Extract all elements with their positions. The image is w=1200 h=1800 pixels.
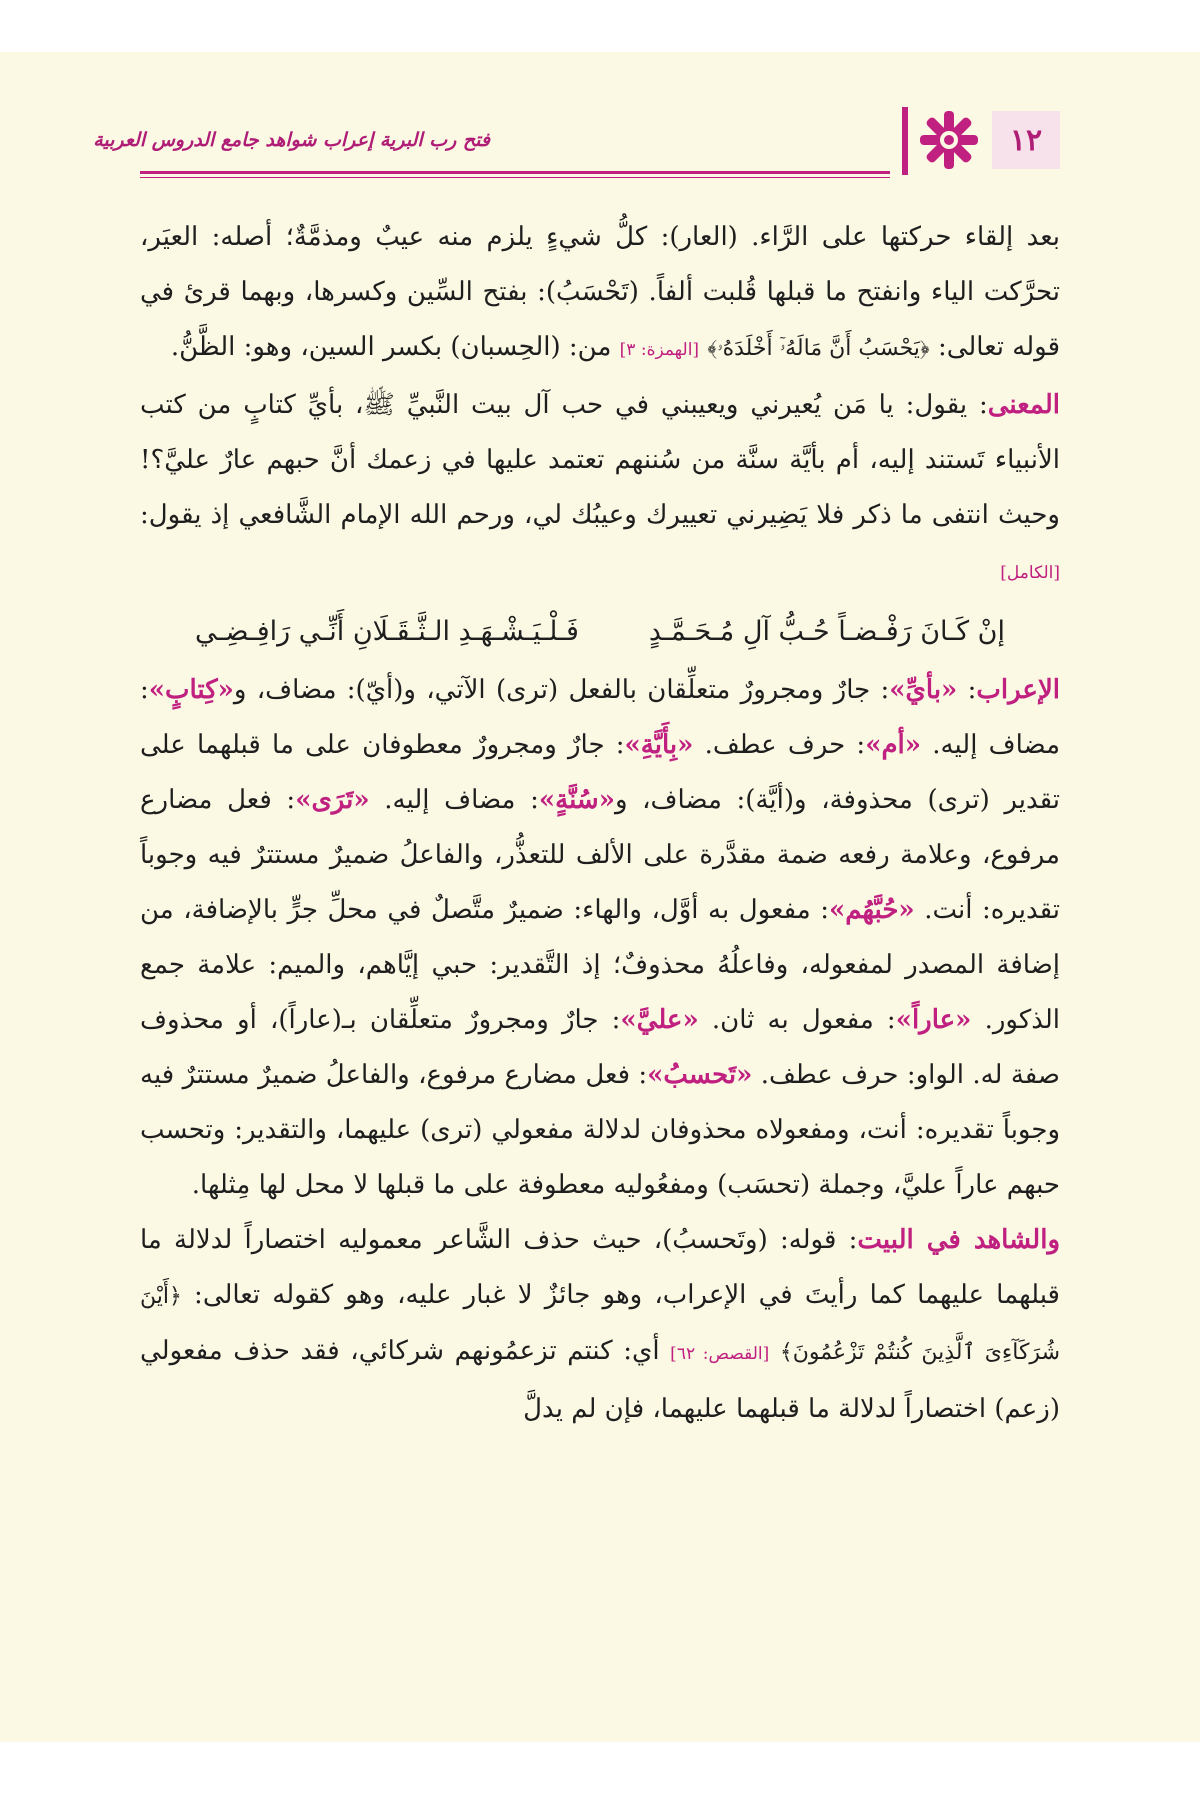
meter-label: [الكامل] bbox=[1000, 563, 1060, 583]
page-body bbox=[140, 210, 1060, 1437]
quran-reference: [القصص: ٦٢] bbox=[670, 1344, 770, 1364]
page-header bbox=[93, 105, 1060, 185]
section-label-evidence: والشاهد في البيت bbox=[857, 1225, 1061, 1255]
paragraph-definitions: بعد إلقاء حركتها على الرَّاء. (العار): كلُّ شيءٍ يلزم منه عيبٌ ومذمَّةٌ؛ أصله: العيَر، تحرَّكت الياء وانفتح ما قبلها قُلبت ألفاً. (تَحْسَبُ): بفتح السِّين وكسرها، وبهما قرئ في قوله تعالى: ﴿يَحْسَبُ أَنَّ مَالَهُۥٓ أَخْلَدَهُۥ﴾ [الهمزة: ٣] من: (الحِسبان) بكسر السين، وهو: الظَّنُّ. bbox=[140, 222, 1060, 362]
page-number: ١٢ bbox=[992, 111, 1060, 169]
header-rule bbox=[140, 171, 890, 174]
header-divider-bar bbox=[902, 107, 908, 175]
flower-ornament-icon bbox=[918, 109, 980, 171]
paragraph-irab: الإعراب: «بأيِّ»: جارٌ ومجرورٌ متعلِّقان بالفعل (ترى) الآتي، و(أيّ): مضاف، و«كِتابٍ»: مضاف إليه. «أم»: حرف عطف. «بِأَيَّةِ»: جارٌ ومجرورٌ معطوفان على ما قبلهما على تقدير (ترى) محذوفة، و(أيَّة): مضاف، و«سُنَّةٍ»: مضاف إليه. «تَرَى»: فعل مضارع مرفوع، وعلامة رفعه ضمة مقدَّرة على الألف للتعذُّر، والفاعلُ ضميرٌ مستترٌ فيه وجوباً تقديره: أنت. «حُبَّهُم»: مفعول به أوَّل، والهاء: ضميرٌ متَّصلٌ في محلِّ جرٍّ بالإضافة، من إضافة المصدر لمفعوله، وفاعلُهُ محذوفٌ؛ إذ التَّقدير: حبي إيَّاهم، والميم: علامة جمع الذكور. «عاراً»: مفعول به ثان. «عليَّ»: جارٌ ومجرورٌ متعلِّقان بـ(عاراً)، أو محذوف صفة له. الواو: حرف عطف. «تَحسبُ»: فعل مضارع مرفوع، والفاعلُ ضميرٌ مستترٌ فيه وجوباً تقديره: أنت، ومفعولاه محذوفان لدلالة مفعولي (ترى) عليهما، والتقدير: وتحسب حبهم عاراً عليَّ، وجملة (تحسَب) ومفعُوليه معطوفة على ما قبلها لا محل لها مِثلها. bbox=[140, 675, 1061, 1200]
quran-reference: [الهمزة: ٣] bbox=[619, 340, 700, 360]
section-label-irab: الإعراب bbox=[976, 675, 1061, 705]
paragraph-meaning: المعنى: يقول: يا مَن يُعيرني ويعيبني في حب آل بيت النَّبيِّ ﷺ، بأيِّ كتابٍ من كتب الأنبياء تَستند إليه، أم بأيَّة سنَّة من سُننهم تعتمد عليها في زعمك أنَّ حبهم عارٌ عليَّ؟! وحيث انتفى ما ذكر فلا يَضِيرني تعييرك وعيبُك لي، ورحم الله الإمام الشَّافعي إذ يقول: [الكامل] bbox=[140, 390, 1060, 583]
book-title: فتح رب البرية إعراب شواهد جامع الدروس العربية bbox=[93, 129, 490, 151]
verse-hemistich-second: فَـلْـيَـشْـهَـدِ الـثَّـقَـلَانِ أَنِّـي رَافِـضِـي bbox=[195, 616, 579, 647]
poetry-verse bbox=[140, 601, 1060, 663]
header-rule-thin bbox=[140, 177, 890, 178]
section-label-meaning: المعنى bbox=[987, 390, 1060, 420]
verse-hemistich-first: إنْ كَـانَ رَفْـضـاً حُـبُّ آلِ مُـحَـمَّـدٍ bbox=[648, 616, 1005, 647]
quran-quote: ﴿يَحْسَبُ أَنَّ مَالَهُۥٓ أَخْلَدَهُۥ﴾ bbox=[707, 336, 930, 361]
quran-quote: ﴿أَيْنَ شُرَكَآءِىَ ٱلَّذِينَ كُنتُمْ تَزْعُمُونَ﴾ bbox=[140, 1284, 1061, 1365]
paragraph-evidence: والشاهد في البيت: قوله: (وتَحسبُ)، حيث حذف الشَّاعر معموليه اختصاراً لدلالة ما قبلهما عليهما كما رأيتَ في الإعراب، وهو جائزٌ لا غبار عليه، وهو كقوله تعالى: ﴿أَيْنَ شُرَكَآءِىَ ٱلَّذِينَ كُنتُمْ تَزْعُمُونَ﴾ [القصص: ٦٢] أي: كنتم تزعمُونهم شركائي، فقد حذف مفعولي (زعم) اختصاراً لدلالة ما قبلهما عليهما، فإن لم يدلَّ bbox=[140, 1225, 1061, 1424]
